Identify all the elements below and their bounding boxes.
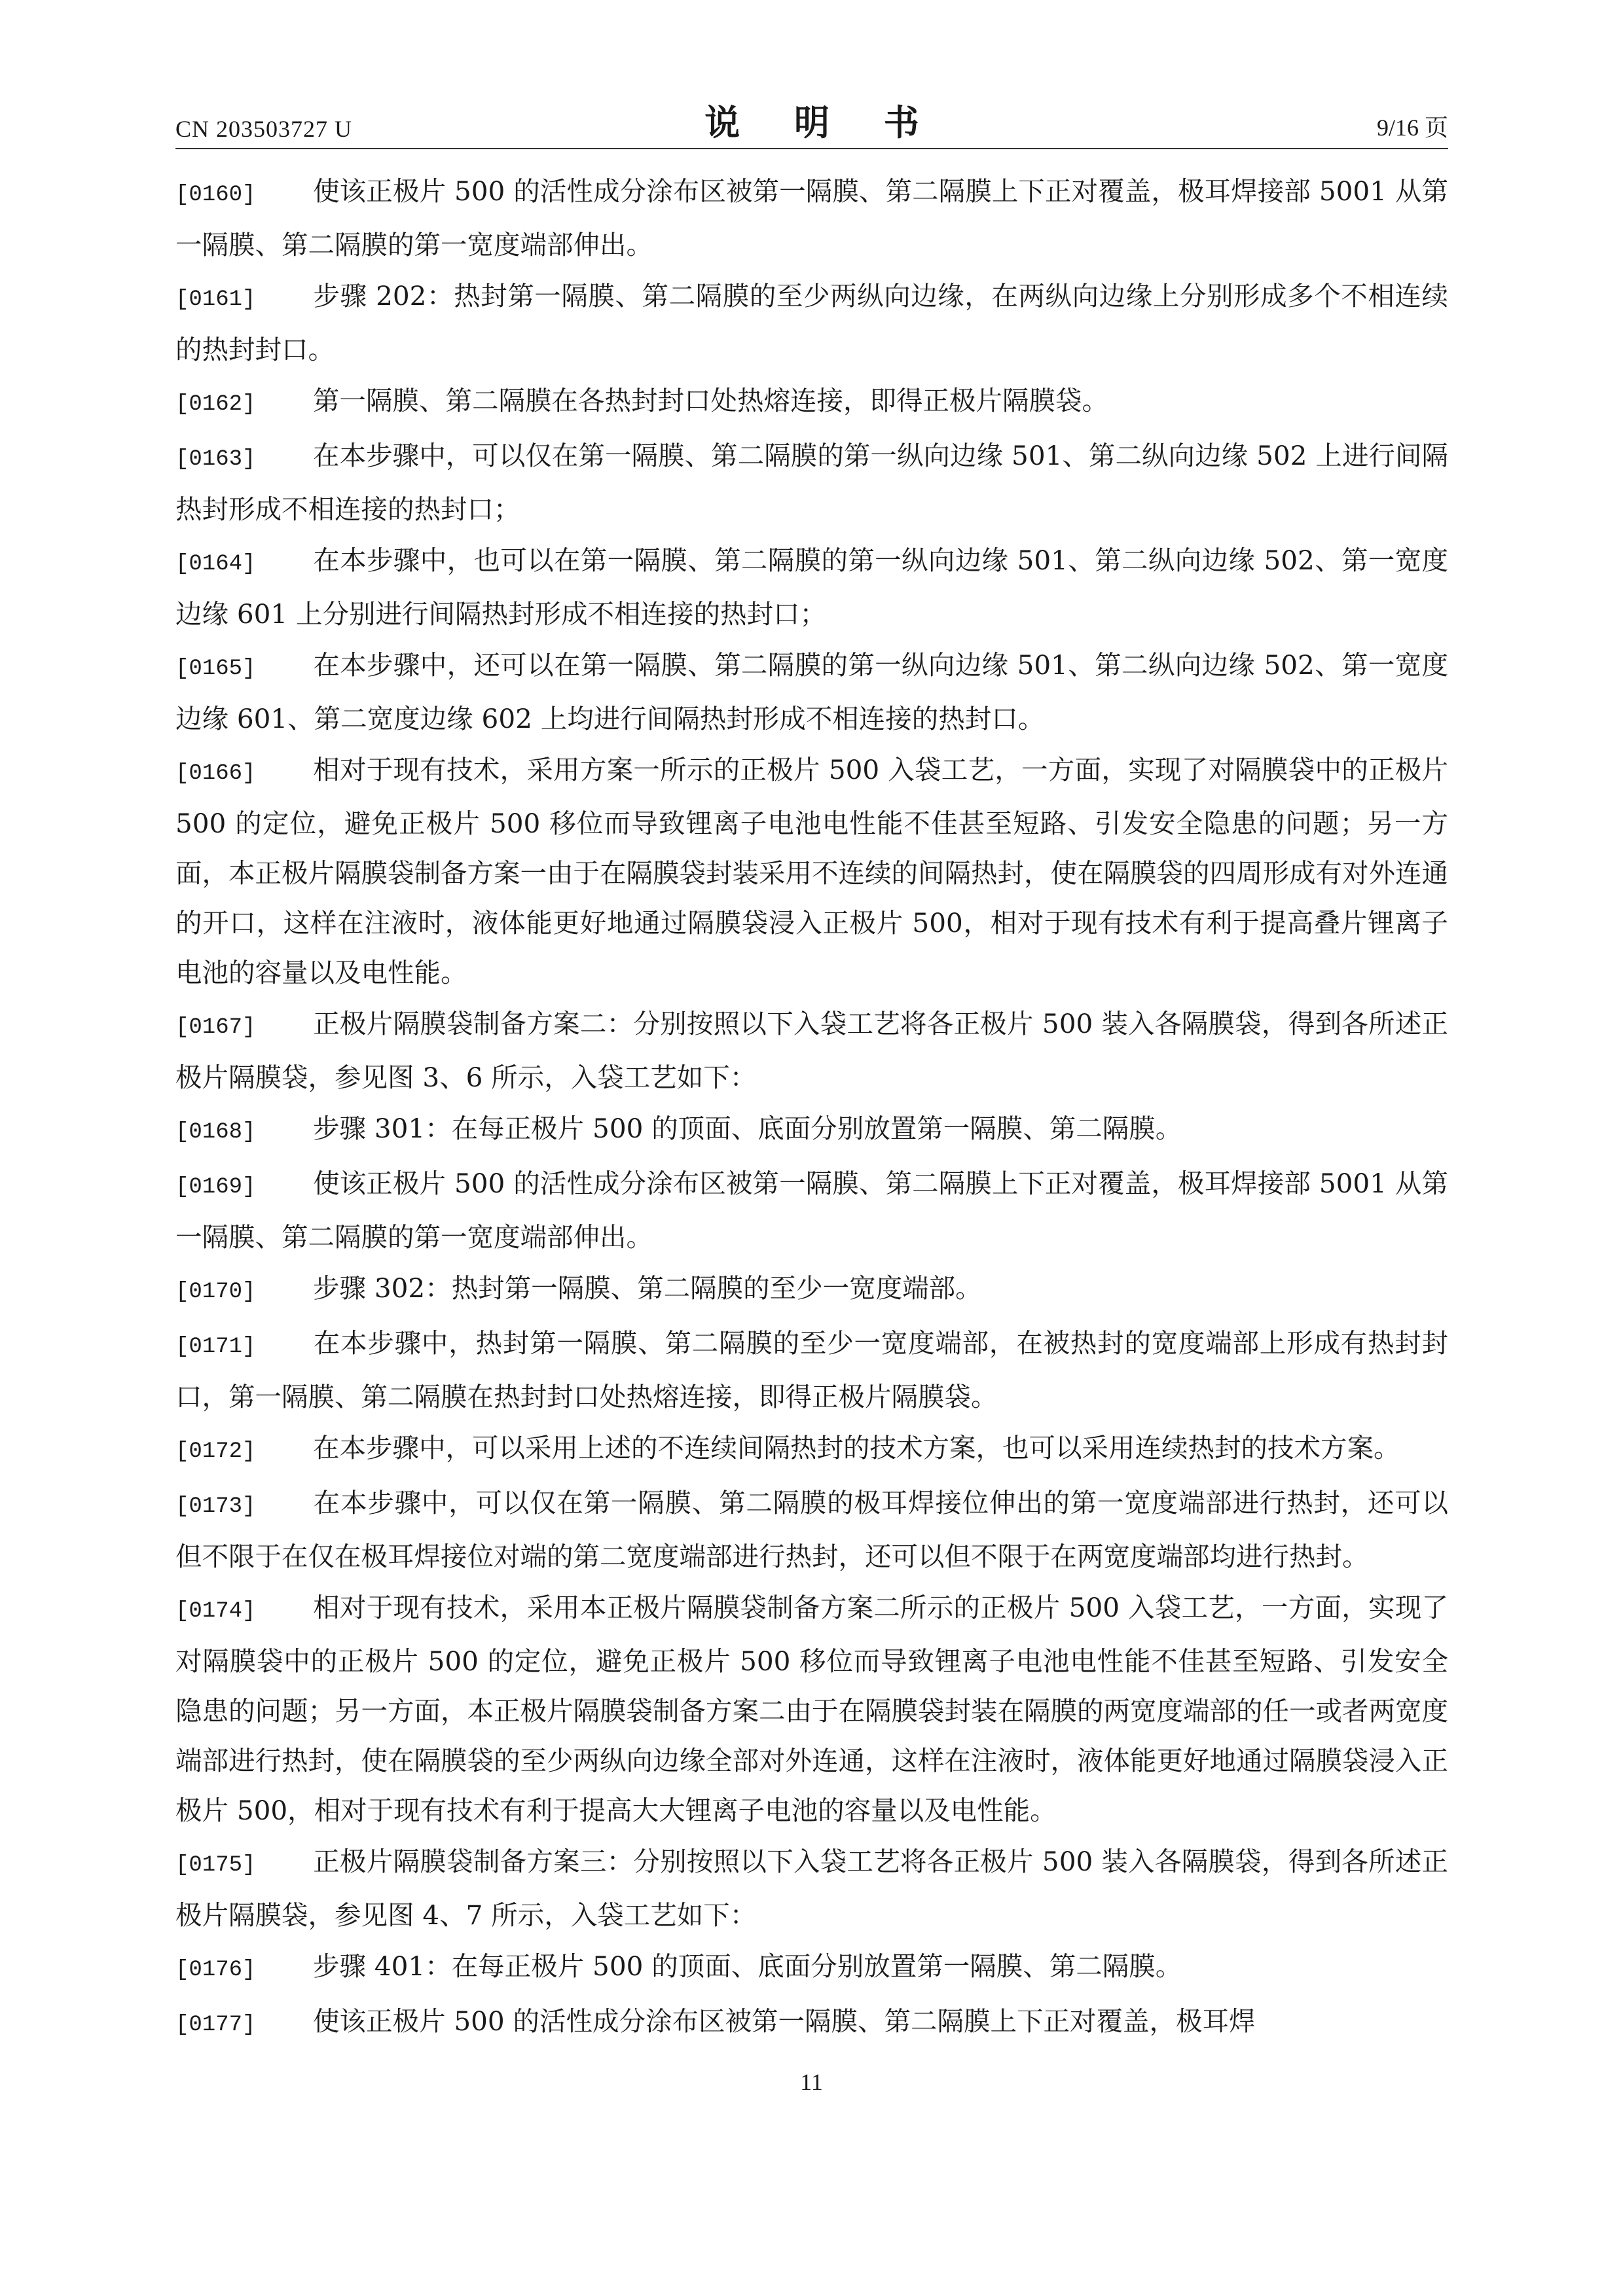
paragraph-text: 在本步骤中，可以采用上述的不连续间隔热封的技术方案，也可以采用连续热封的技术方案。 [313,1432,1400,1463]
paragraph [175,1158,1448,1262]
paragraph [175,640,1448,744]
paragraph [175,1583,1448,1835]
paragraph-text: 在本步骤中，也可以在第一隔膜、第二隔膜的第一纵向边缘 501、第二纵向边缘 502、第一宽度边缘 601 上分别进行间隔热封形成不相连接的热封口； [175,545,1448,630]
paragraph [175,745,1448,997]
paragraph-number: [0172] [175,1439,256,1464]
paragraph-text: 步骤 302：热封第一隔膜、第二隔膜的至少一宽度端部。 [313,1272,982,1304]
paragraph-number: [0168] [175,1120,256,1145]
paragraph-number: [0171] [175,1335,256,1359]
patent-number: CN 203503727 U [175,116,353,142]
paragraph [175,166,1448,270]
document-title: 说 明 书 [704,102,940,143]
paragraph-number: [0164] [175,552,256,577]
paragraph-number: [0170] [175,1280,256,1304]
paragraph-number: [0160] [175,183,256,207]
paragraph-text: 在本步骤中，可以仅在第一隔膜、第二隔膜的第一纵向边缘 501、第二纵向边缘 502 上进行间隔热封形成不相连接的热封口； [175,440,1448,525]
paragraph [175,1318,1448,1422]
paragraph-number: [0163] [175,447,256,472]
paragraph-text: 正极片隔膜袋制备方案二：分别按照以下入袋工艺将各正极片 500 装入各隔膜袋，得到各所述正极片隔膜袋，参见图 3、6 所示，入袋工艺如下： [175,1008,1448,1093]
paragraph [175,271,1448,374]
paragraph-text: 在本步骤中，还可以在第一隔膜、第二隔膜的第一纵向边缘 501、第二纵向边缘 502、第一宽度边缘 601、第二宽度边缘 602 上均进行间隔热封形成不相连接的热封口。 [175,649,1448,734]
paragraph-number: [0175] [175,1853,256,1878]
paragraph [175,1941,1448,1995]
paragraph-text: 步骤 401：在每正极片 500 的顶面、底面分别放置第一隔膜、第二隔膜。 [313,1950,1182,1982]
paragraph [175,1837,1448,1940]
paragraph-number: [0174] [175,1599,256,1624]
page-count: 9/16 页 [1376,115,1448,141]
paragraph-number: [0177] [175,2013,256,2037]
paragraph-text: 在本步骤中，可以仅在第一隔膜、第二隔膜的极耳焊接位伸出的第一宽度端部进行热封，还可以但不限于在仅在极耳焊接位对端的第二宽度端部进行热封，还可以但不限于在两宽度端部均进行热封。 [175,1487,1448,1572]
paragraph-number: [0162] [175,392,256,417]
paragraph-number: [0169] [175,1175,256,1200]
paragraph-number: [0165] [175,656,256,681]
paragraph-text: 第一隔膜、第二隔膜在各热封封口处热熔连接，即得正极片隔膜袋。 [313,385,1108,416]
paragraph [175,1423,1448,1477]
paragraph-text: 使该正极片 500 的活性成分涂布区被第一隔膜、第二隔膜上下正对覆盖，极耳焊接部 5001 从第一隔膜、第二隔膜的第一宽度端部伸出。 [175,1168,1448,1253]
paragraph-text: 相对于现有技术，采用方案一所示的正极片 500 入袋工艺，一方面，实现了对隔膜袋中的正极片 500 的定位，避免正极片 500 移位而导致锂离子电池电性能不佳甚至短路、引发安全隐患的问题；另一方面，本正极片隔膜袋制备方案一由于在隔膜袋封装采用不连续的间隔热封，使在隔膜袋的四周形成有对外连通的开口，这样在注液时，液体能更好地通过隔膜袋浸入正极片 500，相对于现有技术有利于提高叠片锂离子电池的容量以及电性能。 [175,754,1448,988]
paragraph-text: 步骤 301：在每正极片 500 的顶面、底面分别放置第一隔膜、第二隔膜。 [313,1113,1182,1144]
paragraph-text: 使该正极片 500 的活性成分涂布区被第一隔膜、第二隔膜上下正对覆盖，极耳焊 [313,2005,1256,2037]
paragraph-text: 在本步骤中，热封第一隔膜、第二隔膜的至少一宽度端部，在被热封的宽度端部上形成有热封封口，第一隔膜、第二隔膜在热封封口处热熔连接，即得正极片隔膜袋。 [175,1327,1448,1412]
page-number: 11 [800,2069,823,2095]
document-body [175,166,1448,2051]
paragraph [175,376,1448,429]
paragraph [175,1103,1448,1157]
paragraph-text: 正极片隔膜袋制备方案三：分别按照以下入袋工艺将各正极片 500 装入各隔膜袋，得到各所述正极片隔膜袋，参见图 4、7 所示，入袋工艺如下： [175,1846,1448,1931]
paragraph-text: 相对于现有技术，采用本正极片隔膜袋制备方案二所示的正极片 500 入袋工艺，一方面，实现了对隔膜袋中的正极片 500 的定位，避免正极片 500 移位而导致锂离子电池电性能不佳甚至短路、引发安全隐患的问题；另一方面，本正极片隔膜袋制备方案二由于在隔膜袋封装在隔膜的两宽度端部的任一或者两宽度端部进行热封，使在隔膜袋的至少两纵向边缘全部对外连通，这样在注液时，液体能更好地通过隔膜袋浸入正极片 500，相对于现有技术有利于提高大大锂离子电池的容量以及电性能。 [175,1592,1448,1826]
paragraph [175,431,1448,534]
paragraph-number: [0161] [175,287,256,312]
page-header [175,98,1448,149]
paragraph-number: [0167] [175,1015,256,1040]
paragraph-number: [0176] [175,1958,256,1982]
paragraph [175,1478,1448,1581]
header-divider [175,148,1448,149]
paragraph-number: [0166] [175,761,256,786]
paragraph-text: 使该正极片 500 的活性成分涂布区被第一隔膜、第二隔膜上下正对覆盖，极耳焊接部 5001 从第一隔膜、第二隔膜的第一宽度端部伸出。 [175,175,1448,260]
paragraph-number: [0173] [175,1494,256,1519]
paragraph [175,535,1448,639]
paragraph-text: 步骤 202：热封第一隔膜、第二隔膜的至少两纵向边缘，在两纵向边缘上分别形成多个不相连续的热封封口。 [175,280,1448,365]
paragraph [175,1996,1448,2050]
paragraph [175,999,1448,1102]
paragraph [175,1263,1448,1317]
